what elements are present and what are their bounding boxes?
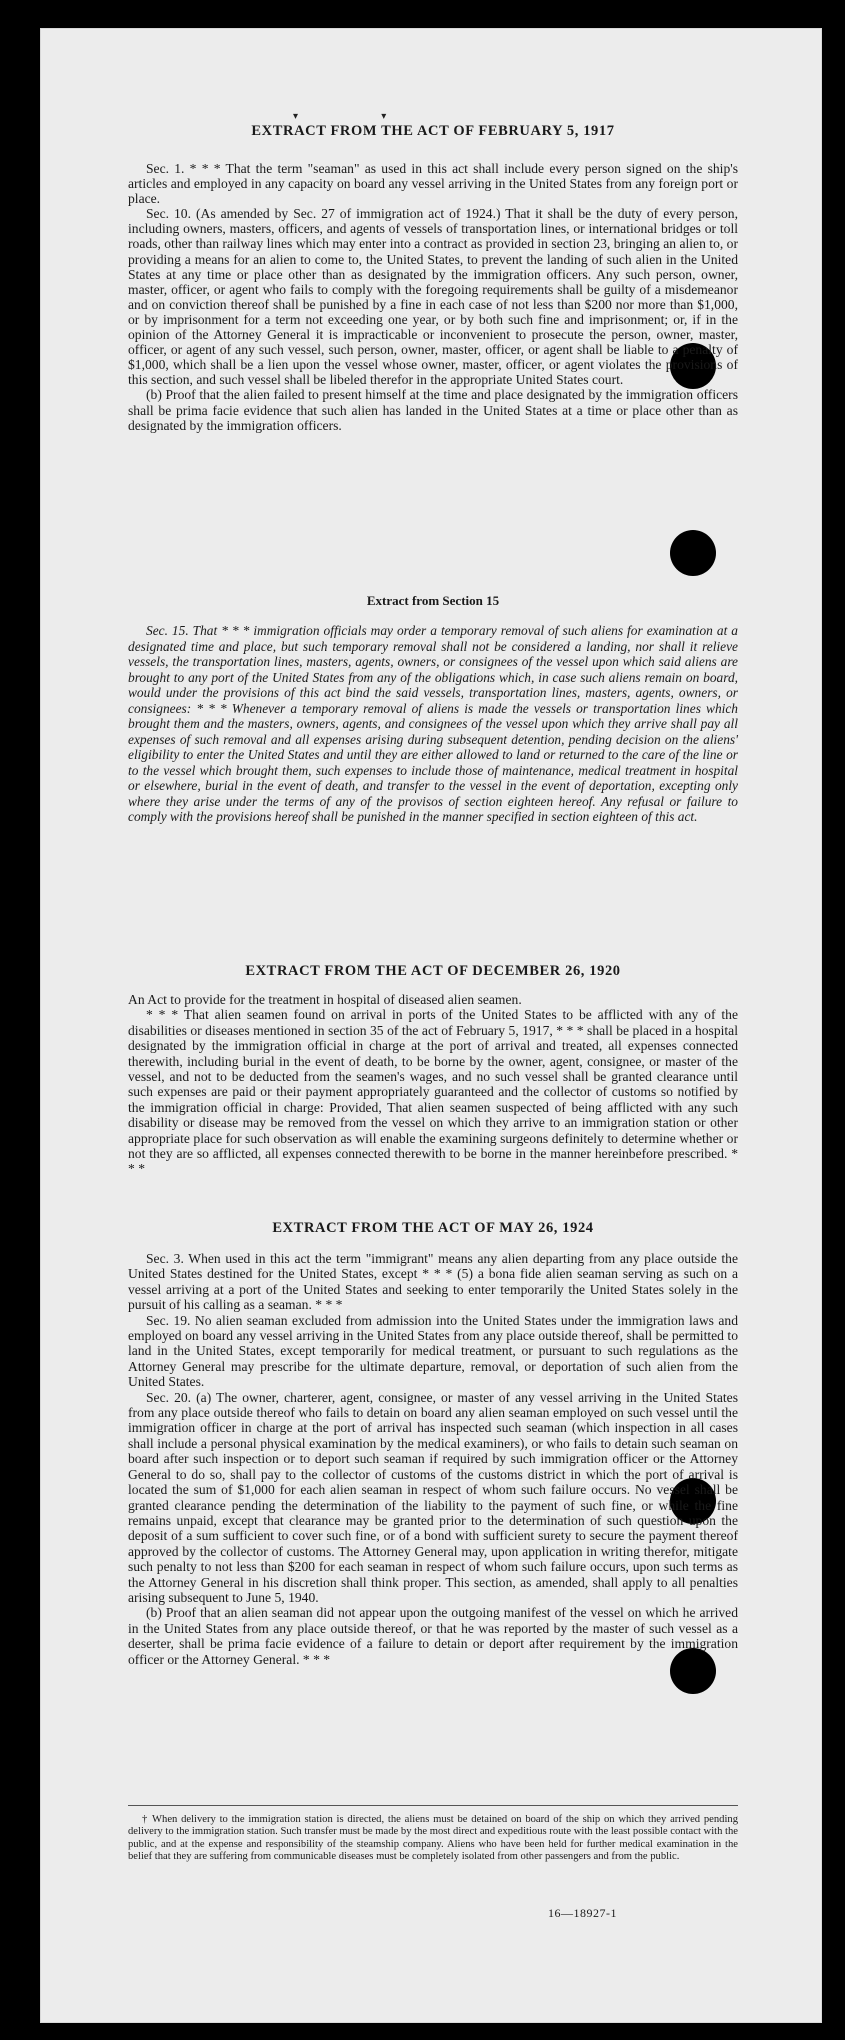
heading-act-1920: EXTRACT FROM THE ACT OF DECEMBER 26, 1920	[245, 963, 621, 979]
heading-act-1924: EXTRACT FROM THE ACT OF MAY 26, 1924	[272, 1220, 594, 1236]
section-10b-paragraph: (b) Proof that the alien failed to present himself at the time and place designated by the immigration officers shall be prima facie evidence that such alien has landed in the United States at a time or place other than as designated by the immigration officers.	[128, 387, 738, 433]
section-15-paragraph: Sec. 15. That * * * immigration officials may order a temporary removal of such aliens for examination at a designated time and place, but such temporary removal shall not be considered a landing, nor shall it relieve vessels, the transportation lines, masters, agents, owners, or consignees of the vessel upon which said aliens are brought to any port of the United States from any of the obligations which, in case such aliens remain on board, would under the provisions of this act bind the said vessels, transportation lines, masters, agents, owners, or consignees: * * * Whenever a temporary removal of aliens is made the vessels or transportation lines which brought them and the masters, owners, agents, and consignees of the vessel upon which they arrive shall pay all expenses of such removal and all expenses arising during subsequent detention, pending decision on the aliens' eligibility to enter the United States and until they are either allowed to land or returned to the care of the line or to the vessel which brought them, such expenses to include those of maintenance, medical treatment in hospital or elsewhere, burial in the event of death, and transfer to the vessel in the event of deportation, excepting only where they arise under the terms of any of the provisos of section eighteen hereof. Any refusal or failure to comply with the provisions hereof shall be punished in the manner specified in section eighteen of this act.	[128, 623, 738, 824]
footnote-block	[128, 1805, 738, 1863]
document-page	[40, 28, 822, 2023]
act-1920-title: An Act to provide for the treatment in hospital of diseased alien seamen.	[128, 992, 522, 1007]
section-1-paragraph: Sec. 1. * * * That the term "seaman" as used in this act shall include every person signed on the ship's articles and employed in any capacity on board any vessel arriving in the United States from any foreign port or place.	[128, 161, 738, 207]
section-15	[128, 593, 738, 825]
page-marks: ▾ ▾	[293, 111, 427, 122]
section-act-1917	[128, 123, 738, 140]
heading-act-1917: EXTRACT FROM THE ACT OF FEBRUARY 5, 1917	[251, 123, 615, 139]
section-20b-paragraph: (b) Proof that an alien seaman did not appear upon the outgoing manifest of the vessel on which he arrived in the United States from any place outside thereof, or that he was reported by the master of such vessel as a deserter, shall be prima facie evidence of a failure to detain or deport after requirement by the immigration officer or the Attorney General. * * *	[128, 1605, 738, 1667]
footnote-divider	[128, 1805, 738, 1806]
section-19-paragraph: Sec. 19. No alien seaman excluded from admission into the United States under the immigration laws and employed on board any vessel arriving in the United States from any place outside thereof, shall be permitted to land in the United States, except temporarily for medical treatment, or pursuant to such regulations as the Attorney General may prescribe for the ultimate departure, removal, or deportation of such alien from the United States.	[128, 1312, 738, 1390]
footnote-text: † When delivery to the immigration station is directed, the aliens must be detained on board of the ship on which they arrived pending delivery to the immigration station. Such transfer must be made by the most direct and expeditious route with the least possible contact with the public, and at the expense and responsibility of the steamship company. Aliens who have been held for further medical examination in the belief that they are suffering from communicable diseases must be completely isolated from other passengers and from the public.	[128, 1814, 738, 1862]
punch-hole	[670, 530, 716, 576]
section-3-paragraph: Sec. 3. When used in this act the term "immigrant" means any alien departing from any place outside the United States destined for the United States, except * * * (5) a bona fide alien seaman serving as such on a vessel arriving at a port of the United States and seeking to enter temporarily the United States solely in the pursuit of his calling as a seaman. * * *	[128, 1251, 738, 1313]
form-number: 16—18927-1	[548, 1906, 617, 1920]
heading-section-15: Extract from Section 15	[366, 593, 500, 608]
section-act-1920	[128, 963, 738, 1177]
section-act-1924	[128, 1220, 738, 1667]
act-1917-text	[128, 161, 738, 433]
section-20a-paragraph: Sec. 20. (a) The owner, charterer, agent, consignee, or master of any vessel arriving in the United States from any place outside thereof who fails to detain on board any alien seaman employed on such vessel until the immigration officer in charge at the port of arrival has inspected such seaman (which inspection in all cases shall include a personal physical examination by the medical examiners), or who fails to detain such seaman on board after such inspection or to deport such seaman if required by such immigration officer or the Attorney General to do so, shall pay to the collector of customs of the customs district in which the port of arrival is located the sum of $1,000 for each alien seaman in respect of whom such failure occurs. No vessel shall be granted clearance pending the determination of the liability to the payment of such fine, or while the fine remains unpaid, except that clearance may be granted prior to the determination of such question upon the deposit of a sum sufficient to cover such fine, or of a bond with sufficient surety to secure the payment thereof approved by the collector of customs. The Attorney General may, upon application in writing therefor, mitigate such penalty to not less than $200 for each seaman in respect of whom such failure occurs, upon such terms as the Attorney General in his discretion shall think proper. This section, as amended, shall apply to all penalties arising subsequent to June 5, 1940.	[128, 1389, 738, 1605]
section-10-paragraph: Sec. 10. (As amended by Sec. 27 of immigration act of 1924.) That it shall be the duty of every person, including owners, masters, officers, and agents of vessels of transportation lines, or international bridges or toll roads, other than railway lines which may enter into a contract as provided in section 23, bringing an alien to, or providing a means for an alien to come to, the United States, to prevent the landing of such alien in the United States at any time or place other than as designated by the immigration officers. Any such person, owner, master, officer, or agent who fails to comply with the foregoing requirements shall be guilty of a misdemeanor and on conviction thereof shall be punished by a fine in each case of not less than $200 nor more than $1,000, or by imprisonment for a term not exceeding one year, or by both such fine and imprisonment; or, if in the opinion of the Attorney General it is impracticable or inconvenient to prosecute the person, owner, master, officer, or agent of any such vessel, such person, owner, master, officer, or agent shall be liable to a penalty of $1,000, which shall be a lien upon the vessel whose owner, master, officer, or agent violates the provisions of this section, and such vessel shall be libeled therefor in the appropriate United States court.	[128, 206, 738, 388]
act-1920-paragraph: * * * That alien seamen found on arrival in ports of the United States to be afflicted with any of the disabilities or diseases mentioned in section 35 of the act of February 5, 1917, * * * shall be placed in a hospital designated by the immigration official in charge at the port of arrival and treated, all expenses connected therewith, including burial in the event of death, to be borne by the owner, agent, consignee, or master of the vessel, and not to be deducted from the seamen's wages, and no such vessel shall be granted clearance until such expenses are paid or their payment appropriately guaranteed and the collector of customs so notified by the immigration official in charge: Provided, That alien seamen suspected of being afflicted with any such disability or disease may be removed from the vessel on which they arrive to an immigration station or other appropriate place for such observation as will enable the examining surgeons definitely to determine whether or not they are so afflicted, all expenses connected therewith to be borne in the manner hereinbefore prescribed. * * *	[128, 1007, 738, 1177]
